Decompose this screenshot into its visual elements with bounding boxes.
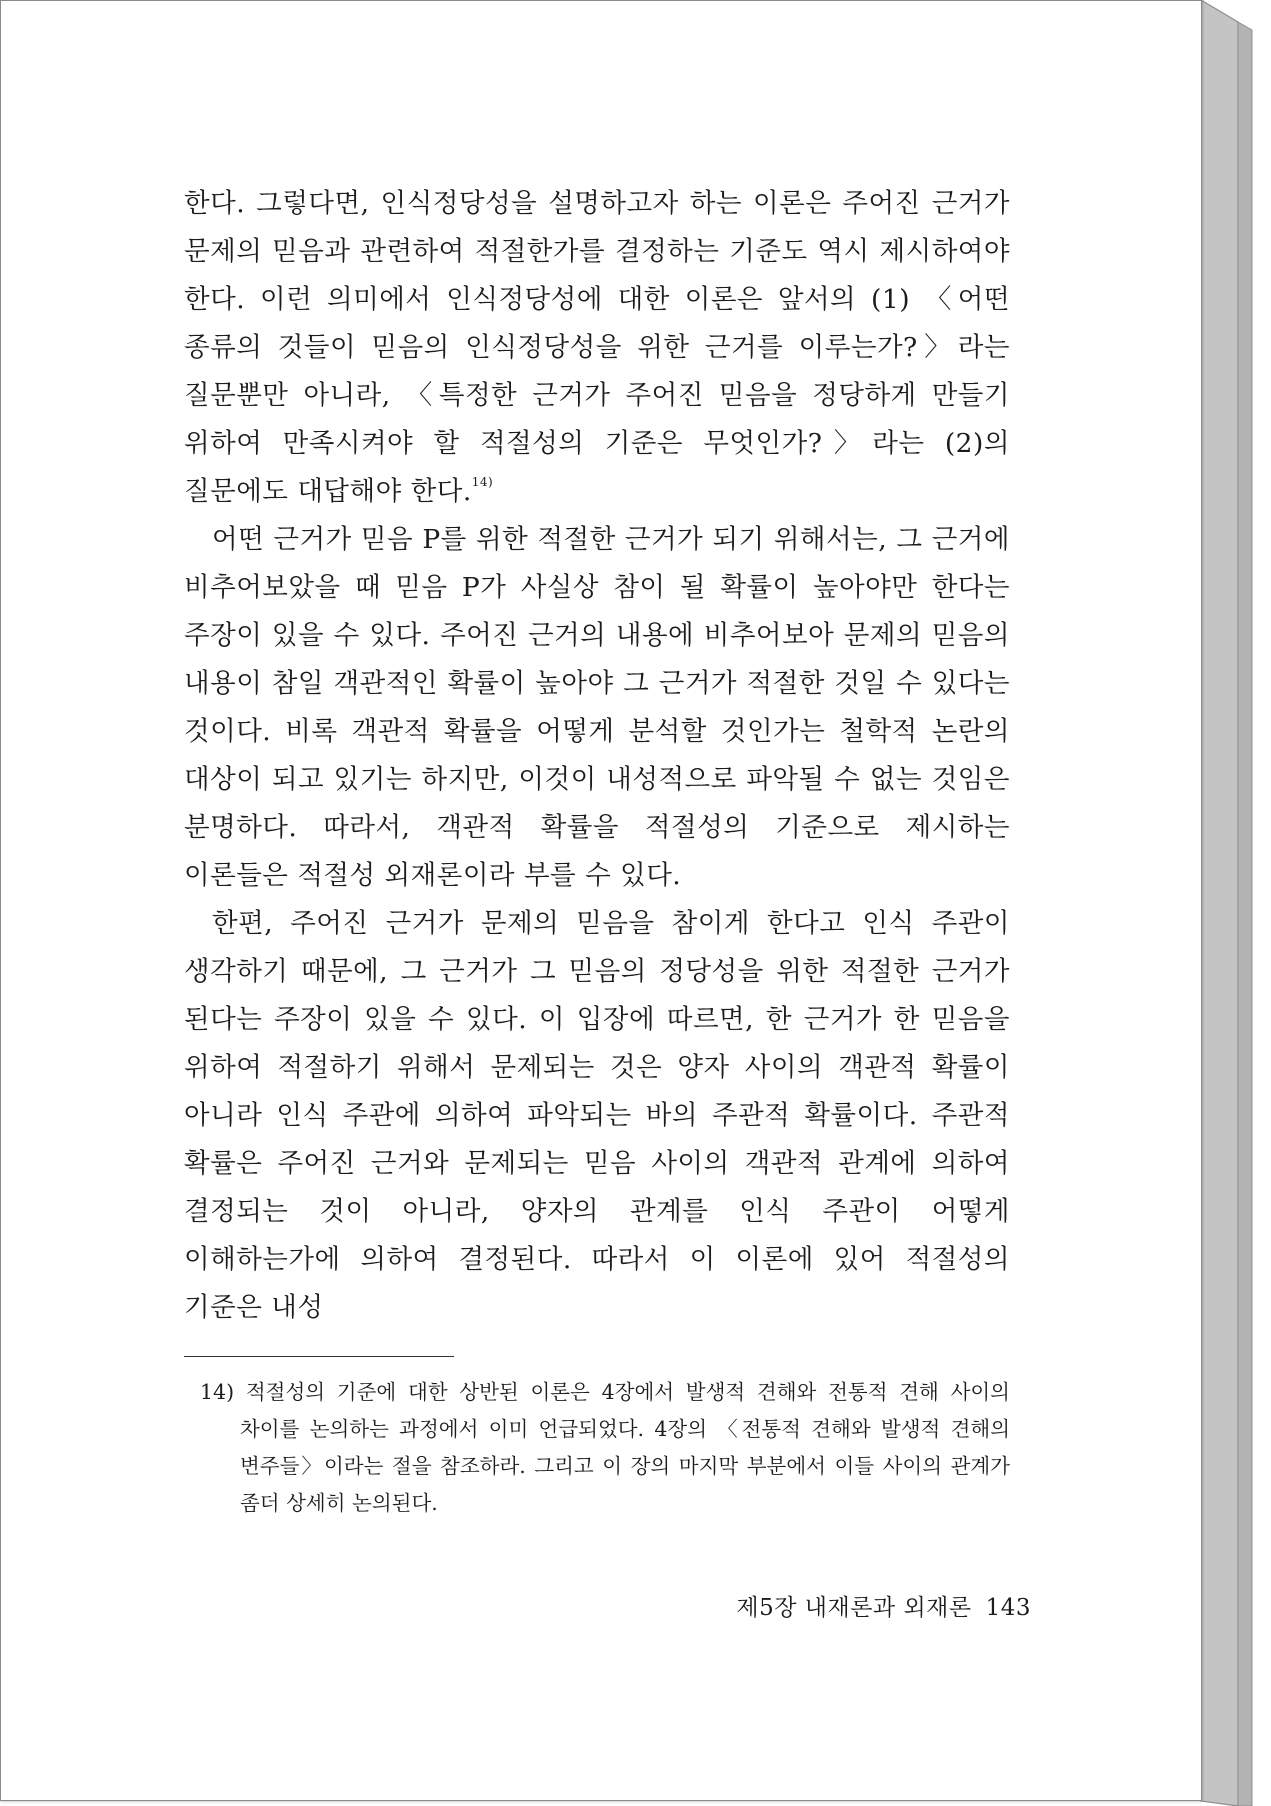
footnote <box>200 1374 1010 1522</box>
footnote-divider <box>184 1356 454 1357</box>
running-footer <box>736 1589 1031 1622</box>
paragraph-3: 한편, 주어진 근거가 문제의 믿음을 참이게 한다고 인식 주관이 생각하기 때문에, 그 근거가 그 믿음의 정당성을 위한 적절한 근거가 된다는 주장이 있을 수 있다. 이 입장에 따르면, 한 근거가 한 믿음을 위하여 적절하기 위해서 문제되는 것은 양자 사이의 객관적 확률이 아니라 인식 주관에 의하여 파악되는 바의 주관적 확률이다. 주관적 확률은 주어진 근거와 문제되는 믿음 사이의 객관적 관계에 의하여 결정되는 것이 아니라, 양자의 관계를 인식 주관이 어떻게 이해하는가에 의하여 결정된다. 따라서 이 이론에 있어 적절성의 기준은 내성 <box>184 908 1010 1323</box>
footnote-marker: 14) <box>200 1380 235 1404</box>
main-text <box>184 180 1010 1332</box>
footnote-text: 적절성의 기준에 대한 상반된 이론은 4장에서 발생적 견해와 전통적 견해 사이의 차이를 논의하는 과정에서 이미 언급되었다. 4장의 〈전통적 견해와 발생적 견해의 변주들〉이라는 절을 참조하라. 그리고 이 장의 마지막 부분에서 이들 사이의 관계가 좀더 상세히 논의된다. <box>240 1380 1010 1515</box>
paragraph-1 <box>184 180 1010 516</box>
paragraph-2: 어떤 근거가 믿음 P를 위한 적절한 근거가 되기 위해서는, 그 근거에 비추어보았을 때 믿음 P가 사실상 참이 될 확률이 높아야만 한다는 주장이 있을 수 있다. 주어진 근거의 내용에 비추어보아 문제의 믿음의 내용이 참일 객관적인 확률이 높아야 그 근거가 적절한 것일 수 있다는 것이다. 비록 객관적 확률을 어떻게 분석할 것인가는 철학적 논란의 대상이 되고 있기는 하지만, 이것이 내성적으로 파악될 수 없는 것임은 분명하다. 따라서, 객관적 확률을 적절성의 기준으로 제시하는 이론들은 적절성 외재론이라 부를 수 있다. <box>184 524 1010 891</box>
page-number: 143 <box>985 1595 1031 1621</box>
footnote-reference: 14) <box>471 475 494 489</box>
paragraph-1-text: 한다. 그렇다면, 인식정당성을 설명하고자 하는 이론은 주어진 근거가 문제의 믿음과 관련하여 적절한가를 결정하는 기준도 역시 제시하여야 한다. 이런 의미에서 인식정당성에 대한 이론은 앞서의 (1) 〈어떤 종류의 것들이 믿음의 인식정당성을 위한 근거를 이루는가?〉라는 질문뿐만 아니라, 〈특정한 근거가 주어진 믿음을 정당하게 만들기 위하여 만족시켜야 할 적절성의 기준은 무엇인가?〉라는 (2)의 질문에도 대답해야 한다. <box>184 188 1010 507</box>
chapter-title: 제5장 내재론과 외재론 <box>736 1595 972 1621</box>
